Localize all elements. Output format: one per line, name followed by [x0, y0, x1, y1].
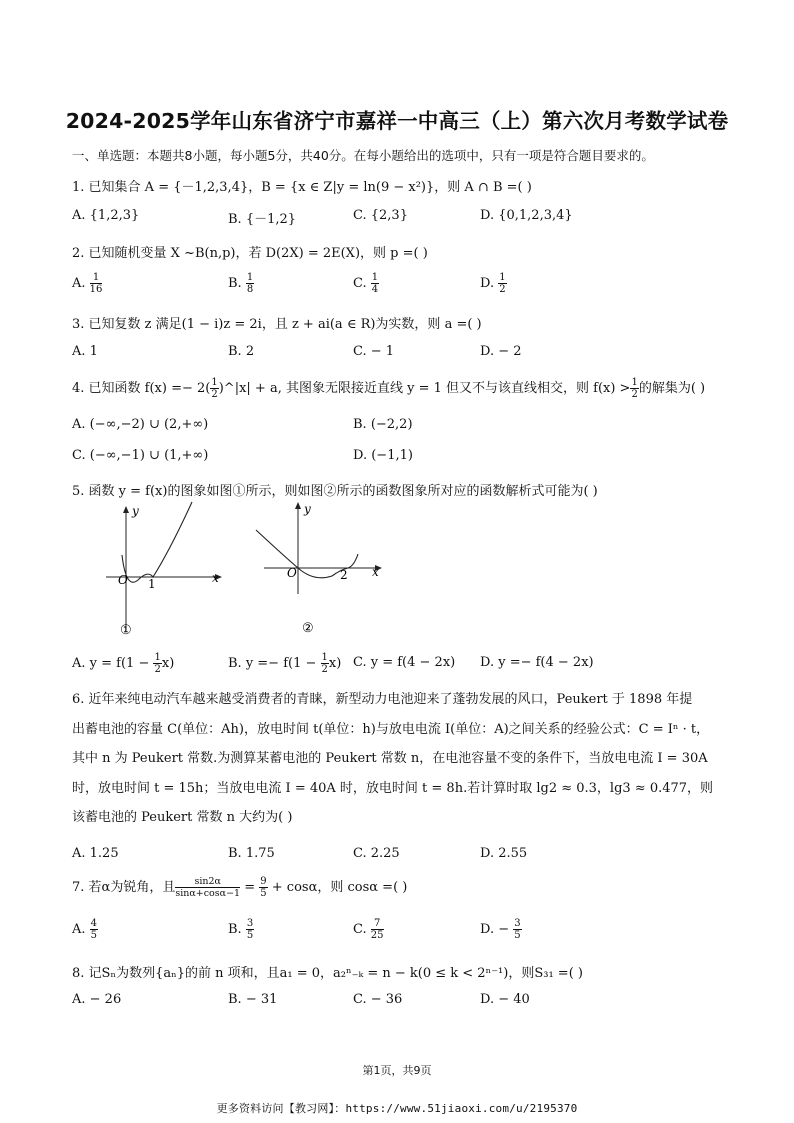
option-letter: B. [228, 922, 242, 937]
fraction-denominator: 2 [631, 389, 638, 400]
tick-label: 1 [148, 577, 156, 591]
question-7-stem [72, 876, 407, 899]
question-8-option-b: B. − 31 [228, 992, 278, 1007]
fraction-numerator: 1 [154, 652, 161, 663]
page-title: 2024-2025学年山东省济宁市嘉祥一中高三（上）第六次月考数学试卷 [65, 109, 729, 133]
fraction-denominator: 2 [154, 664, 161, 675]
question-4-option-a: A. (−∞,−2) ∪ (2,+∞) [72, 417, 209, 432]
question-3-option-a: A. 1 [72, 344, 98, 359]
fraction-numerator: 1 [371, 272, 379, 283]
question-4-option-b: B. (−2,2) [353, 417, 413, 432]
question-7-option-d [480, 918, 522, 941]
y-axis-arrow [123, 506, 129, 513]
option-text: B. y =− f(1 − [228, 656, 317, 671]
question-5-option-b [228, 652, 341, 675]
option-letter: D. [480, 922, 495, 937]
question-5-option-c: C. y = f(4 − 2x) [353, 655, 456, 670]
stem-line: 时，放电时间 t = 15h；当放电电流 I = 40A 时，放电时间 t = 8h.若计算时取 lg2 ≈ 0.3，lg3 ≈ 0.477，则 [72, 780, 714, 796]
fraction [498, 272, 506, 295]
option-letter: B. [228, 276, 242, 291]
promo-line: 更多资料访问【教习网】：https://www.51jiaoxi.com/u/2195370 [216, 1102, 578, 1115]
figure-caption: ② [302, 621, 314, 636]
question-4-stem [72, 377, 705, 400]
question-3-option-b: B. 2 [228, 344, 255, 359]
fraction-denominator: 2 [499, 284, 506, 295]
stem-text: )^|x| + a, 其图象无限接近直线 y = 1 但又不与该直线相交，则 f(x) > [218, 381, 631, 396]
question-8-option-a: A. − 26 [72, 992, 122, 1007]
fraction-numerator: 1 [631, 377, 638, 388]
fraction [246, 918, 254, 941]
fraction-denominator: 2 [321, 664, 328, 675]
x-label: x [212, 571, 219, 585]
tick-label: 2 [340, 568, 348, 582]
fraction-denominator: 5 [260, 888, 267, 899]
fraction [630, 377, 638, 400]
figure-caption: ① [120, 623, 132, 638]
stem-line: 其中 n 为 Peukert 常数.为测算某蓄电池的 Peukert 常数 n，在电池容量不变的条件下，当放电电流 I = 30A [72, 751, 708, 766]
option-text: A. y = f(1 − [72, 656, 150, 671]
fraction-numerator: 1 [90, 272, 103, 284]
question-2-option-c [353, 272, 379, 295]
option-letter: A. [72, 276, 86, 291]
fraction-denominator: 5 [514, 930, 521, 941]
fraction-denominator: 5 [246, 930, 254, 941]
fraction [90, 918, 98, 941]
stem-text: + cosα，则 cosα =( ) [271, 880, 408, 895]
fraction-numerator: 1 [211, 377, 218, 388]
fraction-numerator: 7 [371, 918, 384, 930]
question-8-option-c: C. − 36 [353, 992, 403, 1007]
x-label: x [372, 565, 379, 579]
fraction-numerator: 1 [246, 272, 254, 283]
option-sign: − [498, 922, 510, 937]
fraction [513, 918, 521, 941]
question-1-stem: 1. 已知集合 A = {－1,2,3,4}，B = {x ∈ Z|y = ln(9 − x²)}，则 A ∩ B =( ) [72, 180, 532, 195]
fraction [246, 272, 254, 295]
origin-label: O [118, 573, 128, 587]
page-footer: 第1页，共9页 [362, 1064, 432, 1077]
question-2-stem: 2. 已知随机变量 X ~B(n,p)，若 D(2X) = 2E(X)，则 p =( ) [72, 246, 428, 261]
stem-line: 6. 近年来纯电动汽车越来越受消费者的青睐，新型动力电池迎来了蓬勃发展的风口，Peukert 于 1898 年提 [72, 692, 693, 707]
question-2-option-b [228, 272, 254, 295]
fraction [153, 652, 161, 675]
fraction-numerator: 1 [321, 652, 328, 663]
question-3-option-c: C. − 1 [353, 344, 395, 359]
fraction [90, 272, 103, 295]
fraction-numerator: 3 [514, 918, 521, 929]
fraction-denominator: 2 [211, 389, 218, 400]
stem-text: 的解集为( ) [638, 381, 706, 396]
fraction [371, 918, 384, 941]
question-7-option-c [353, 918, 384, 941]
question-3-option-d: D. − 2 [480, 344, 522, 359]
question-8-stem: 8. 记Sₙ为数列{aₙ}的前 n 项和，且a₁ = 0，a₂ⁿ₋ₖ = n − k(0 ≤ k < 2ⁿ⁻¹)，则S₃₁ =( ) [72, 966, 583, 981]
question-8-option-d: D. − 40 [480, 992, 530, 1007]
question-2-option-d [480, 272, 507, 295]
question-6-option-c: C. 2.25 [353, 846, 400, 861]
fraction-denominator: 8 [246, 284, 254, 295]
question-6-stem [72, 685, 724, 833]
y-label: y [304, 502, 311, 516]
fraction-denominator: sinα+cosα−1 [175, 888, 241, 899]
section-heading: 一、单选题：本题共8小题，每小题5分，共40分。在每小题给出的选项中，只有一项是符合题目要求的。 [72, 148, 654, 163]
option-text: x) [161, 656, 175, 671]
option-letter: D. [480, 276, 495, 291]
question-6-option-a: A. 1.25 [72, 846, 119, 861]
stem-line: 出蓄电池的容量 C(单位：Ah)，放电时间 t(单位：h)与放电电流 I(单位：A)之间关系的经验公式：C = Iⁿ · t， [72, 721, 710, 737]
option-letter: A. [72, 922, 86, 937]
question-6-option-d: D. 2.55 [480, 846, 528, 861]
fraction-denominator: 16 [89, 284, 103, 295]
question-1-option-d: D. {0,1,2,3,4} [480, 208, 573, 223]
figure-1 [100, 500, 230, 640]
question-4-option-d: D. (−1,1) [353, 448, 413, 463]
origin-label: O [287, 566, 297, 580]
fraction-numerator: 9 [260, 876, 267, 887]
stem-text: 7. 若α为锐角，且 [72, 880, 176, 895]
question-5-option-a [72, 652, 174, 675]
question-1-option-a: A. {1,2,3} [72, 208, 140, 223]
option-letter: C. [353, 922, 367, 937]
fraction-numerator: 3 [246, 918, 254, 929]
question-1-option-b: B. {－1,2} [228, 212, 297, 227]
stem-text: 4. 已知函数 f(x) =− 2( [72, 381, 211, 396]
y-axis-arrow [295, 502, 301, 509]
fraction-numerator: 1 [499, 272, 506, 283]
option-text: x) [328, 656, 342, 671]
question-2-option-a [72, 272, 102, 295]
question-1-option-c: C. {2,3} [353, 208, 408, 223]
question-4-option-c: C. (−∞,−1) ∪ (1,+∞) [72, 448, 209, 463]
question-7-option-b [228, 918, 254, 941]
stem-text: = [244, 880, 256, 895]
y-label: y [132, 504, 139, 518]
fraction-numerator: sin2α [175, 876, 240, 888]
fraction [259, 876, 267, 899]
stem-line: 该蓄电池的 Peukert 常数 n 大约为( ) [72, 810, 293, 825]
question-5-stem: 5. 函数 y = f(x)的图象如图①所示，则如图②所示的函数图象所对应的函数解析式可能为( ) [72, 484, 598, 499]
question-6-option-b: B. 1.75 [228, 846, 275, 861]
fraction-denominator: 25 [370, 930, 384, 941]
fraction-denominator: 4 [371, 284, 379, 295]
question-5-option-d: D. y =− f(4 − 2x) [480, 655, 594, 670]
fraction [371, 272, 379, 295]
question-3-stem: 3. 已知复数 z 满足(1 − i)z = 2i，且 z + ai(a ∈ R)为实数，则 a =( ) [72, 317, 482, 332]
fraction-numerator: 4 [90, 918, 98, 929]
question-7-option-a [72, 918, 98, 941]
fraction-denominator: 5 [90, 930, 98, 941]
fraction [210, 377, 218, 400]
fraction [321, 652, 329, 675]
fraction [175, 876, 240, 899]
figure-2 [254, 498, 394, 640]
option-letter: C. [353, 276, 367, 291]
